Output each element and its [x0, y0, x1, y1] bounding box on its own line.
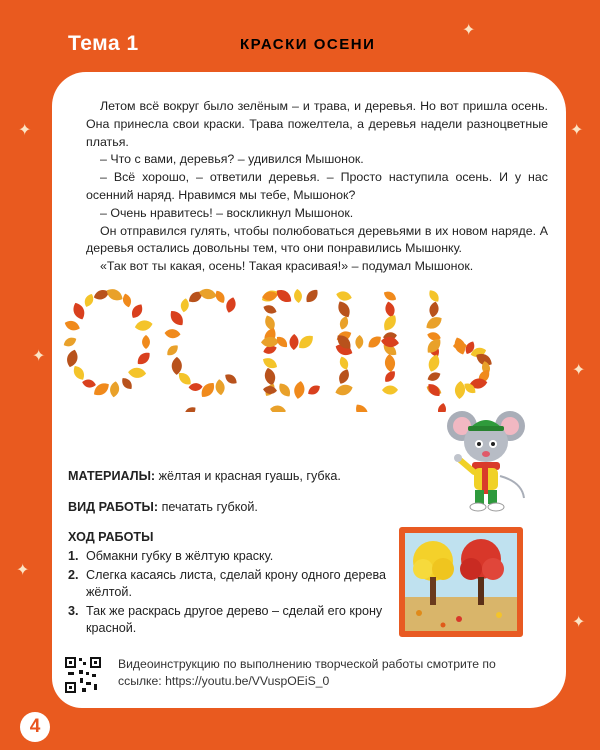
maple-leaf-icon: ✦	[572, 362, 586, 379]
maple-leaf-icon: ✦	[18, 122, 32, 139]
maple-leaf-icon: ✦	[16, 562, 30, 579]
leaf-mark	[382, 385, 398, 394]
leaf-mark	[129, 302, 145, 320]
leaf-mark	[276, 381, 293, 399]
leaf-mark	[261, 355, 279, 371]
leaf-mark	[426, 370, 442, 383]
story-paragraph: Летом всё вокруг было зелёным – и трава, и деревья. Но вот пришла осень. Она принесла свои краски. Трава пожелтела, а деревья надели разноцветные платья.	[86, 99, 548, 149]
leaf-mark	[224, 296, 237, 314]
leaf-mark	[135, 350, 153, 368]
work-type-line	[68, 500, 258, 514]
step-text: Обмакни губку в жёлтую краску.	[86, 549, 274, 563]
leaf-mark	[289, 334, 299, 350]
leaf-mark	[355, 335, 364, 349]
leaf-mark	[71, 364, 87, 382]
qr-code-icon[interactable]	[64, 656, 102, 694]
procedure-step	[68, 548, 398, 565]
maple-leaf-icon: ✦	[462, 22, 476, 39]
video-instruction-text: Видеоинструкцию по выполнению творческой работы смотрите по ссылке: https://youtu.be/VVuspOEiS_0	[118, 657, 496, 688]
autumn-trees-picture	[399, 527, 523, 637]
step-number: 1.	[68, 549, 79, 563]
leaf-mark	[296, 332, 316, 351]
leaf-mark	[336, 367, 351, 385]
leaf-mark	[198, 380, 217, 400]
leaf-mark	[182, 405, 198, 412]
leaf-mark	[335, 299, 353, 320]
leaf-mark	[293, 380, 306, 399]
leaf-mark	[428, 301, 440, 318]
leaf-mark	[63, 319, 81, 333]
mouse-illustration	[444, 406, 530, 518]
leaf-mark	[382, 289, 398, 303]
procedure-steps	[68, 548, 398, 639]
leaf-mark	[293, 289, 302, 304]
leaf-mark	[109, 381, 120, 398]
leaf-mark	[454, 381, 465, 400]
leaf-mark	[134, 319, 154, 332]
story-paragraph: Он отправился гулять, чтобы полюбоваться деревьями в их новом наряде. А деревья остались довольны тем, что они понравились Мышонку.	[86, 223, 548, 256]
leaf-mark	[335, 290, 353, 303]
leaf-mark	[334, 383, 354, 398]
leaf-word-illustration	[60, 282, 558, 412]
procedure-step	[68, 603, 398, 637]
maple-leaf-icon: ✦	[32, 348, 46, 365]
leaf-mark	[380, 336, 399, 348]
leaf-mark	[261, 337, 279, 348]
leaf-mark	[427, 288, 442, 304]
procedure-title: ХОД РАБОТЫ	[68, 530, 154, 544]
step-number: 3.	[68, 604, 79, 618]
leaf-mark	[83, 292, 96, 308]
story-text	[86, 98, 548, 276]
leaf-mark	[172, 357, 182, 375]
maple-leaf-icon: ✦	[572, 614, 586, 631]
leaf-mark	[65, 348, 80, 368]
leaf-mark	[263, 314, 277, 332]
step-text: Так же раскрась другое дерево – сделай его крону красной.	[86, 604, 383, 635]
procedure-step	[68, 567, 398, 601]
story-paragraph: – Всё хорошо, – ответили деревья. – Просто наступила осень. И у нас осенний наряд. Нравимся мы тебе, Мышонок?	[86, 170, 548, 202]
maple-leaf-icon: ✦	[570, 122, 584, 139]
materials-line	[68, 469, 341, 483]
leaf-mark	[121, 293, 132, 309]
leaf-mark	[426, 353, 441, 373]
leaf-mark	[263, 385, 278, 394]
materials-label: МАТЕРИАЛЫ:	[68, 469, 156, 483]
leaf-mark	[262, 303, 278, 315]
step-number: 2.	[68, 568, 79, 582]
leaf-mark	[384, 354, 396, 373]
leaf-mark	[306, 383, 322, 397]
story-paragraph: – Очень нравитесь! – воскликнул Мышонок.	[100, 205, 354, 220]
leaf-mark	[215, 379, 226, 396]
page-number: 4	[20, 712, 50, 742]
leaf-mark	[81, 378, 96, 389]
leaf-mark	[165, 343, 181, 358]
work-type-label: ВИД РАБОТЫ:	[68, 500, 159, 514]
leaf-mark	[338, 355, 350, 371]
leaf-mark	[71, 301, 87, 322]
leaf-mark	[353, 402, 372, 412]
leaf-mark	[223, 372, 239, 387]
leaf-mark	[269, 404, 286, 412]
leaf-mark	[338, 315, 350, 331]
leaf-mark	[62, 335, 78, 348]
leaf-mark	[263, 367, 277, 387]
topic-label: Тема 1	[68, 32, 139, 55]
leaf-mark	[180, 298, 190, 313]
leaf-mark	[120, 376, 135, 392]
work-type-text: печатать губкой.	[161, 500, 258, 514]
leaf-mark	[128, 367, 147, 378]
story-paragraph: – Что с вами, деревья? – удивился Мышонок.	[100, 152, 364, 167]
story-paragraph: «Так вот ты какая, осень! Такая красивая!» – подумал Мышонок.	[100, 259, 474, 274]
step-text: Слегка касаясь листа, сделай крону одного дерева жёлтой.	[86, 568, 387, 599]
materials-text: жёлтая и красная гуашь, губка.	[158, 469, 341, 483]
leaf-mark	[424, 314, 445, 332]
leaf-mark	[164, 329, 181, 339]
leaf-mark	[303, 287, 320, 305]
leaf-mark	[142, 335, 150, 349]
page-title: КРАСКИ ОСЕНИ	[240, 36, 376, 53]
leaf-mark	[198, 287, 218, 301]
leaf-mark	[366, 333, 384, 350]
leaf-mark	[92, 288, 110, 302]
